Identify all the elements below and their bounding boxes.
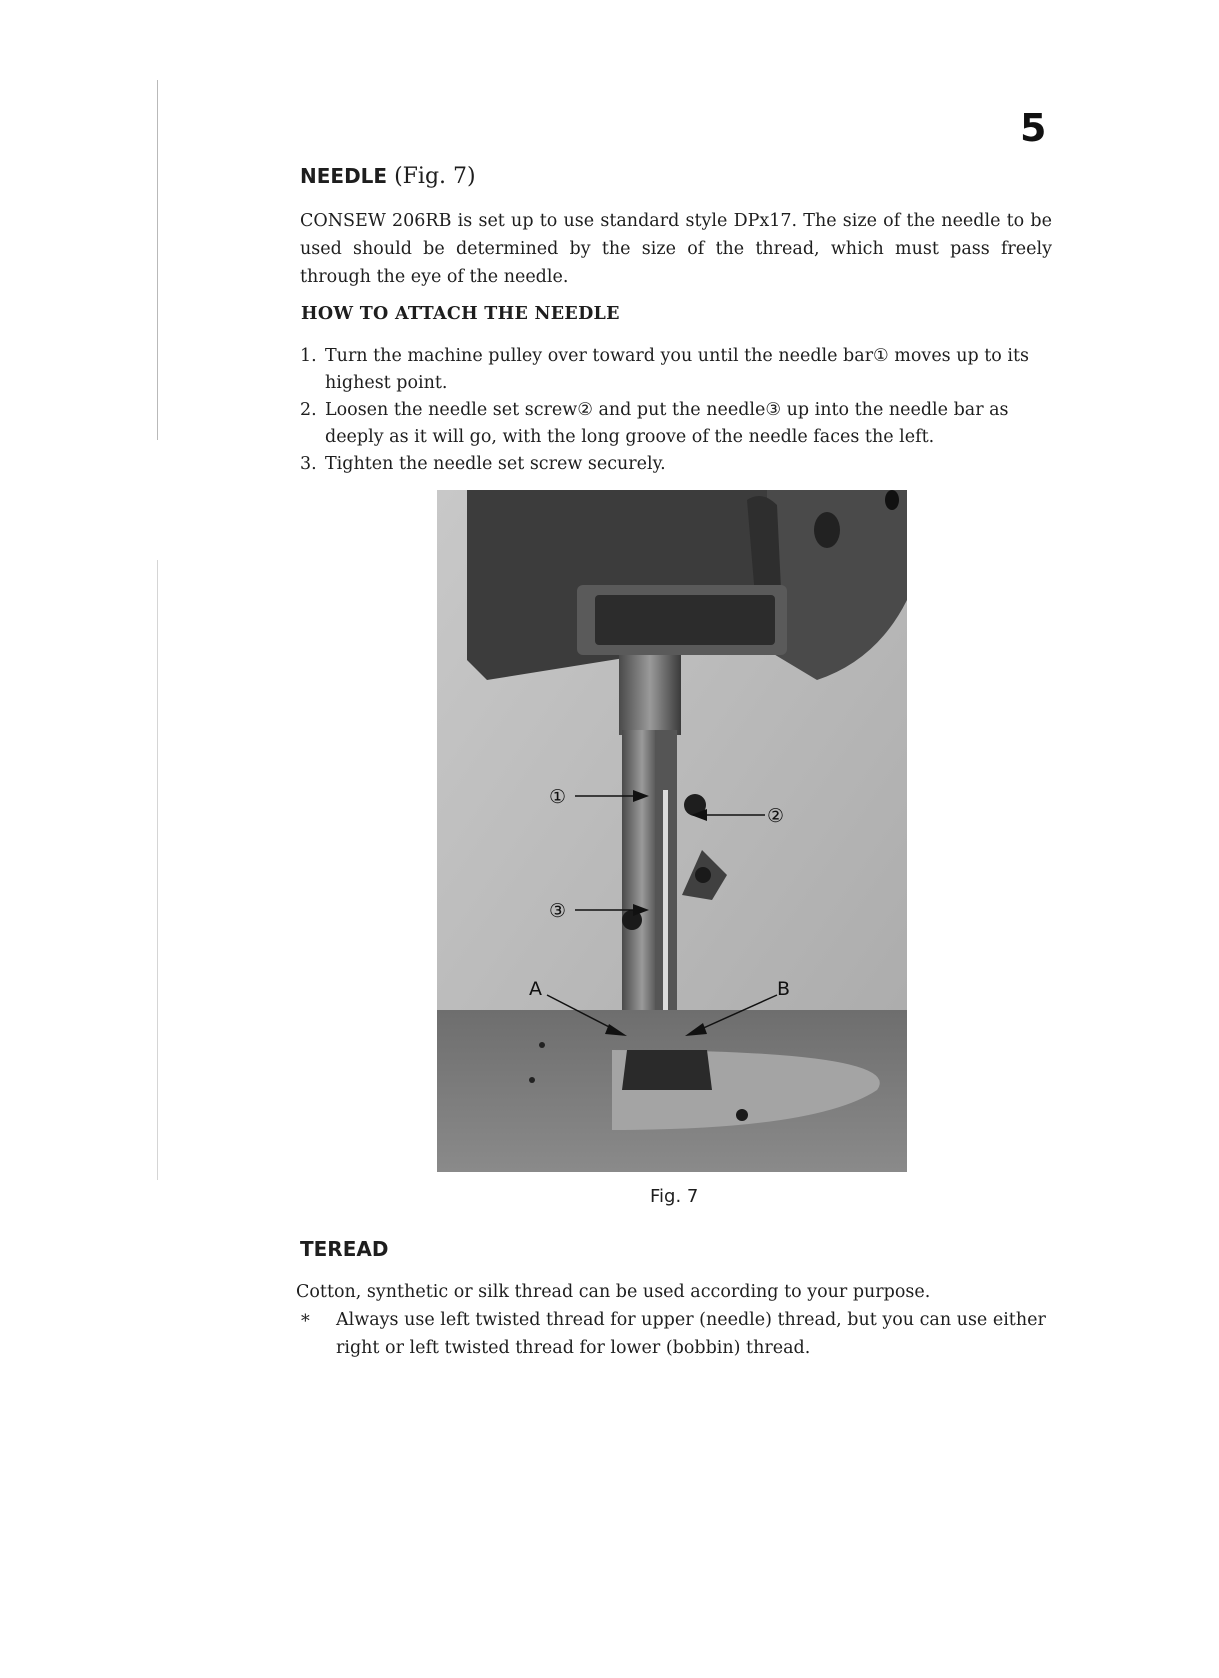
thread-paragraph: Cotton, synthetic or silk thread can be used according to your purpose. — [296, 1282, 931, 1302]
scan-margin-line — [157, 560, 158, 1180]
figure-caption: Fig. 7 — [650, 1186, 699, 1207]
list-item — [296, 1306, 1056, 1362]
step-text: Loosen the needle set screw② and put the needle③ up into the needle bar as deeply as it will go, with the long groove of the needle faces the left. — [325, 400, 1009, 447]
needle-heading — [300, 164, 476, 189]
presser-foot — [622, 1050, 712, 1090]
thread-heading: TEREAD — [300, 1237, 389, 1261]
thread-section — [296, 1278, 1056, 1362]
howto-heading: HOW TO ATTACH THE NEEDLE — [301, 304, 620, 324]
page-number: 5 — [1020, 106, 1047, 150]
callout-2-label: ② — [767, 805, 785, 827]
thread-bullet-text: Always use left twisted thread for upper (needle) thread, but you can use either right or left twisted thread for lower (bobbin) thread. — [336, 1310, 1046, 1358]
needle-figure-photo — [437, 490, 907, 1172]
list-item — [300, 397, 1060, 451]
callout-a-label: A — [529, 978, 542, 1000]
attach-steps-list — [300, 343, 1060, 478]
needle — [663, 790, 668, 1030]
step-text: Tighten the needle set screw securely. — [325, 454, 666, 474]
needle-paragraph: CONSEW 206RB is set up to use standard style DPx17. The size of the needle to be used should be determined by the size of the thread, which must pass freely through the eye of the needle. — [300, 211, 1052, 287]
needle-bar — [619, 655, 681, 735]
scan-margin-line — [157, 80, 158, 440]
step-number: 1. — [300, 346, 317, 366]
needle-heading-title: NEEDLE — [300, 164, 388, 188]
step-number: 3. — [300, 454, 317, 474]
callout-3-label: ③ — [549, 900, 567, 922]
step-text: Turn the machine pulley over toward you until the needle bar① moves up to its highest point. — [325, 346, 1029, 393]
list-item — [300, 343, 1060, 397]
head-screw — [814, 512, 840, 548]
step-number: 2. — [300, 400, 317, 420]
list-item — [300, 451, 1060, 478]
callout-b-label: B — [777, 978, 791, 1000]
needle-heading-ref: (Fig. 7) — [387, 164, 476, 189]
bullet-star: * — [301, 1312, 310, 1332]
head-hole — [885, 490, 899, 510]
callout-1-label: ① — [549, 786, 567, 808]
